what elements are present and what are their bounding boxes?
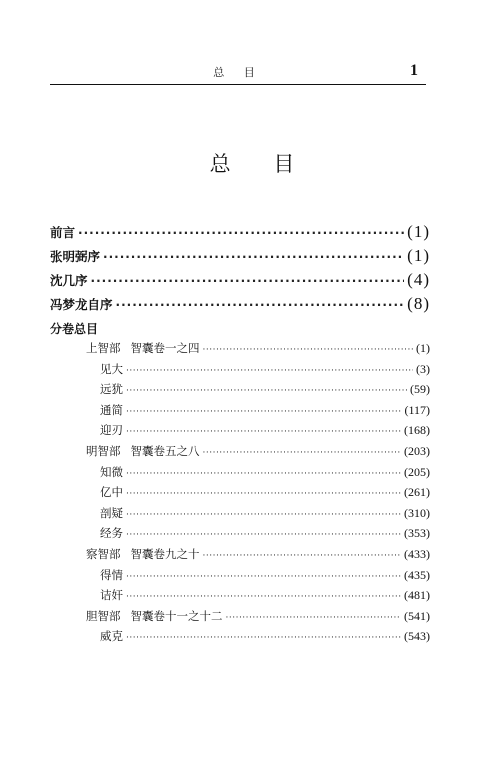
- toc-entry-feng-preface[interactable]: [50, 294, 430, 318]
- dot-leader: [126, 572, 401, 582]
- dot-leader: [126, 366, 413, 376]
- entry-page: (3): [416, 361, 430, 376]
- toc-part-danzhi[interactable]: [50, 608, 430, 629]
- dot-leader: [126, 469, 401, 479]
- toc-subsection[interactable]: [50, 464, 430, 485]
- entry-page: (433): [404, 546, 430, 561]
- entry-page: (203): [404, 443, 430, 458]
- dot-leader: [226, 613, 402, 623]
- dot-leader: [126, 386, 407, 396]
- entry-label: 诘奸: [100, 588, 123, 603]
- entry-label: 亿中: [100, 485, 123, 500]
- dot-leader: [126, 592, 401, 602]
- part-name: 察智部: [86, 546, 121, 561]
- entry-page: (59): [410, 382, 430, 397]
- toc-entry-shen-preface[interactable]: [50, 270, 430, 294]
- running-header: [50, 62, 426, 85]
- dot-leader: [126, 633, 401, 643]
- part-name: 胆智部: [86, 608, 121, 623]
- entry-page: (168): [404, 423, 430, 438]
- part-volumes: 智囊卷十一之十二: [130, 608, 223, 623]
- entry-label: 远犹: [100, 382, 123, 397]
- entry-label: 迎刃: [100, 423, 123, 438]
- entry-label: 得情: [100, 567, 123, 582]
- entry-page: (4): [407, 270, 430, 289]
- toc-part-chazhi[interactable]: [50, 546, 430, 567]
- entry-page: (1): [416, 341, 430, 355]
- dot-leader: [126, 510, 401, 520]
- toc-subsection[interactable]: [50, 361, 430, 382]
- dot-leader: [126, 530, 401, 540]
- toc-title: 总 目: [209, 152, 313, 176]
- toc-part-mingzhi[interactable]: [50, 443, 430, 464]
- dot-leader: [116, 298, 405, 312]
- entry-label: 冯梦龙自序: [50, 297, 113, 312]
- toc-subsection[interactable]: [50, 422, 430, 443]
- part-volumes: 智囊卷九之十: [130, 546, 200, 561]
- entry-label: 前言: [50, 225, 76, 240]
- entry-page: (435): [404, 567, 430, 582]
- part-volumes: 智囊卷五之八: [130, 443, 200, 458]
- entry-label: 知微: [100, 464, 123, 479]
- dot-leader: [203, 345, 414, 355]
- entry-page: (261): [404, 485, 430, 500]
- toc-entry-preface[interactable]: [50, 222, 430, 246]
- part-label: [86, 340, 200, 356]
- toc-subsection[interactable]: [50, 628, 430, 649]
- dot-leader: [203, 448, 402, 458]
- part-volumes: 智囊卷一之四: [130, 341, 200, 355]
- dot-leader: [103, 250, 404, 264]
- entry-page: (353): [404, 526, 430, 541]
- toc-subsection[interactable]: [50, 567, 430, 588]
- part-label: [86, 443, 200, 459]
- entry-page: (481): [404, 588, 430, 603]
- part-label: [86, 608, 223, 624]
- table-of-contents: [50, 222, 430, 649]
- entry-label: 威克: [100, 629, 123, 644]
- page-number: 1: [410, 62, 418, 79]
- dot-leader: [126, 407, 401, 417]
- running-title: 总 目: [213, 66, 263, 79]
- entry-page: (8): [407, 294, 430, 313]
- entry-page: (205): [404, 464, 430, 479]
- entry-label: 经务: [100, 526, 123, 541]
- entry-page: (543): [404, 629, 430, 644]
- entry-page: (541): [404, 608, 430, 623]
- part-name: 上智部: [86, 341, 121, 355]
- entry-label: 通简: [100, 402, 123, 417]
- entry-label: 见大: [100, 361, 123, 376]
- entry-label: 沈几序: [50, 273, 88, 288]
- entry-label: 张明弼序: [50, 249, 101, 264]
- toc-subsection[interactable]: [50, 505, 430, 526]
- entry-label: 剖疑: [100, 505, 123, 520]
- section-heading: 分卷总目: [50, 322, 99, 336]
- toc-part-shangzhi[interactable]: [50, 340, 430, 361]
- dot-leader: [91, 274, 405, 288]
- toc-subsection[interactable]: [50, 525, 430, 546]
- entry-page: (310): [404, 505, 430, 520]
- entry-page: (117): [404, 402, 430, 417]
- toc-subsection[interactable]: [50, 402, 430, 423]
- dot-leader: [126, 489, 401, 499]
- part-label: [86, 546, 200, 562]
- toc-subsection[interactable]: [50, 484, 430, 505]
- dot-leader: [126, 427, 401, 437]
- entry-page: (1): [407, 246, 430, 265]
- dot-leader: [78, 226, 404, 240]
- toc-subsection[interactable]: [50, 587, 430, 608]
- entry-page: (1): [407, 222, 430, 241]
- part-name: 明智部: [86, 443, 121, 458]
- dot-leader: [203, 551, 402, 561]
- toc-subsection[interactable]: [50, 381, 430, 402]
- toc-entry-zhang-preface[interactable]: [50, 246, 430, 270]
